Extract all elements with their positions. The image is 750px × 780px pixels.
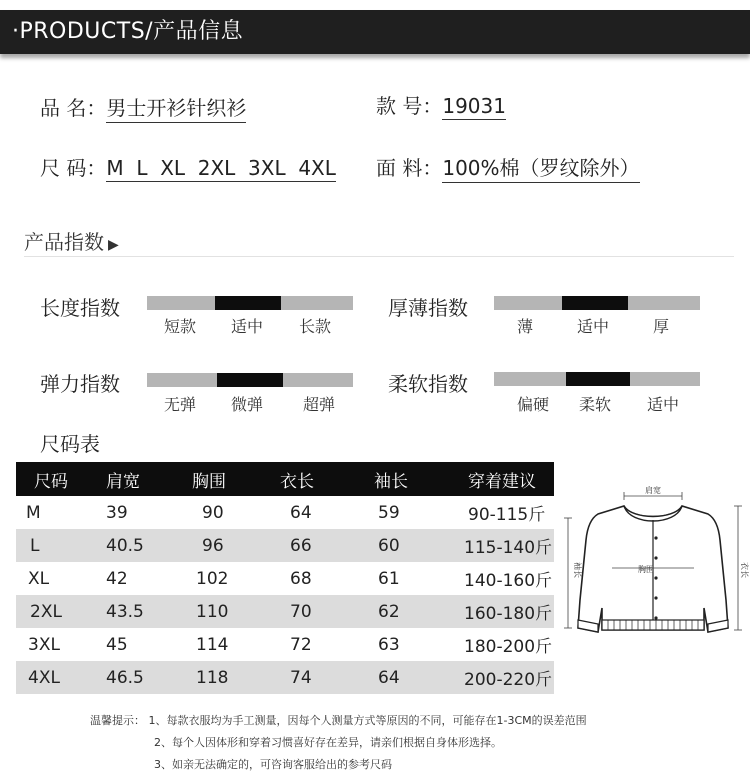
thickness-index-bar [494,296,700,310]
softness-label-1: 偏硬 [516,395,549,414]
product-name-label: 品 名： [40,96,107,120]
cell-length: 66 [276,529,370,562]
cell-length: 74 [276,661,370,694]
softness-label-2: 柔软 [578,395,611,414]
length-label-1: 短款 [163,317,196,336]
softness-label-3: 适中 [646,395,679,414]
cell-length: 64 [290,502,312,523]
cell-chest: 96 [188,529,276,562]
cell-chest: 118 [188,661,276,694]
cell-advice: 115-140斤 [458,529,554,562]
cell-advice: 140-160斤 [464,571,553,591]
thickness-label-2: 适中 [576,317,609,336]
table-row [16,595,554,628]
length-seg-2 [215,296,281,310]
length-label-2: 适中 [230,317,263,336]
section-title: 产品指数 [24,230,104,254]
elasticity-seg-3 [283,373,353,387]
softness-index-title: 柔软指数 [388,372,468,396]
note-line-3: 3、如亲无法确定的，可咨询客服给出的参考尺码 [154,758,392,771]
table-row [16,628,554,661]
cell-sleeve: 64 [370,661,458,694]
length-seg-1 [147,296,215,310]
cell-sleeve: 63 [378,634,400,655]
cell-sleeve: 60 [370,529,458,562]
cell-length: 70 [276,595,370,628]
length-seg-3 [281,296,353,310]
cell-advice: 180-200斤 [464,637,553,657]
sleeve-label: 袖长 [573,562,582,578]
style-number-label: 款 号： [376,94,443,118]
cell-size: 3XL [28,634,60,655]
fabric-value: 100%棉（罗纹除外） [442,152,639,183]
cell-advice: 90-115斤 [468,505,546,525]
col-header-advice: 穿着建议 [458,462,554,496]
col-header-shoulder: 肩宽 [102,462,188,496]
softness-seg-2 [566,372,630,386]
cell-advice: 160-180斤 [458,595,554,628]
cardigan-sketch [558,480,750,660]
size-table-title: 尺码表 [40,432,100,456]
thickness-seg-3 [628,296,700,310]
length-index-bar [147,296,353,310]
fabric-label: 面 料： [376,156,443,180]
length-index-title: 长度指数 [40,296,120,320]
cell-chest: 102 [196,568,229,589]
cell-sleeve: 61 [378,568,400,589]
table-row [16,661,554,694]
size-row [40,152,336,182]
size-label: 尺 码： [40,156,107,180]
thickness-index-title: 厚薄指数 [388,296,468,320]
note-line-1: 温馨提示： 1、每款衣服均为手工测量，因每个人测量方式等原因的不同，可能存在1-3CM的误差范围 [90,714,587,727]
softness-seg-1 [494,372,566,386]
cell-shoulder: 43.5 [102,595,188,628]
cell-chest: 114 [196,634,229,655]
cell-shoulder: 39 [106,502,128,523]
elasticity-label-3: 超弹 [302,395,335,414]
cell-chest: 90 [202,502,224,523]
section-heading [24,226,119,255]
col-header-length: 衣长 [276,462,370,496]
table-row [16,496,554,529]
cell-chest: 110 [188,595,276,628]
cell-shoulder: 46.5 [102,661,188,694]
chest-label: 胸围 [638,565,654,574]
cell-shoulder: 45 [106,634,128,655]
size-table [16,462,554,694]
cell-length: 72 [290,634,312,655]
elasticity-label-1: 无弹 [163,395,196,414]
elasticity-index-title: 弹力指数 [40,372,120,396]
thickness-seg-2 [562,296,628,310]
header [0,0,750,60]
size-table-header [16,462,554,496]
cell-size: 2XL [16,595,102,628]
style-number-row [376,90,506,120]
triangle-right-icon: ▶ [108,237,119,253]
cell-sleeve: 59 [378,502,400,523]
col-header-size: 尺码 [16,462,102,496]
size-value: M L XL 2XL 3XL 4XL [106,156,336,180]
cell-shoulder: 42 [106,568,128,589]
cell-size: 4XL [16,661,102,694]
elasticity-label-2: 微弹 [230,395,263,414]
note-line-2: 2、每个人因体形和穿着习惯喜好存在差异，请亲们根据自身体形选择。 [154,736,502,749]
cell-shoulder: 40.5 [102,529,188,562]
product-name-value: 男士开衫针织衫 [106,92,246,123]
cell-advice: 200-220斤 [458,661,554,694]
softness-seg-3 [630,372,700,386]
page-title: ·PRODUCTS/产品信息 [12,19,244,44]
cell-sleeve: 62 [370,595,458,628]
fabric-row [376,152,640,183]
cell-size: L [16,529,102,562]
thickness-label-3: 厚 [652,317,669,336]
elasticity-seg-2 [217,373,283,387]
cell-size: M [26,502,41,523]
table-row [16,529,554,562]
length-label-3: 长款 [298,317,331,336]
length-label: 衣长 [740,562,749,578]
style-number-value: 19031 [442,94,506,118]
product-name-row [40,92,246,123]
thickness-seg-1 [494,296,562,310]
shoulder-label: 肩宽 [645,486,661,495]
softness-index-bar [494,372,700,386]
elasticity-seg-1 [147,373,217,387]
cell-length: 68 [290,568,312,589]
elasticity-index-bar [147,373,353,387]
col-header-chest: 胸围 [188,462,276,496]
cell-size: XL [28,568,50,589]
divider [24,256,734,257]
col-header-sleeve: 袖长 [370,462,458,496]
thickness-label-1: 薄 [516,317,533,336]
table-row [16,562,554,595]
